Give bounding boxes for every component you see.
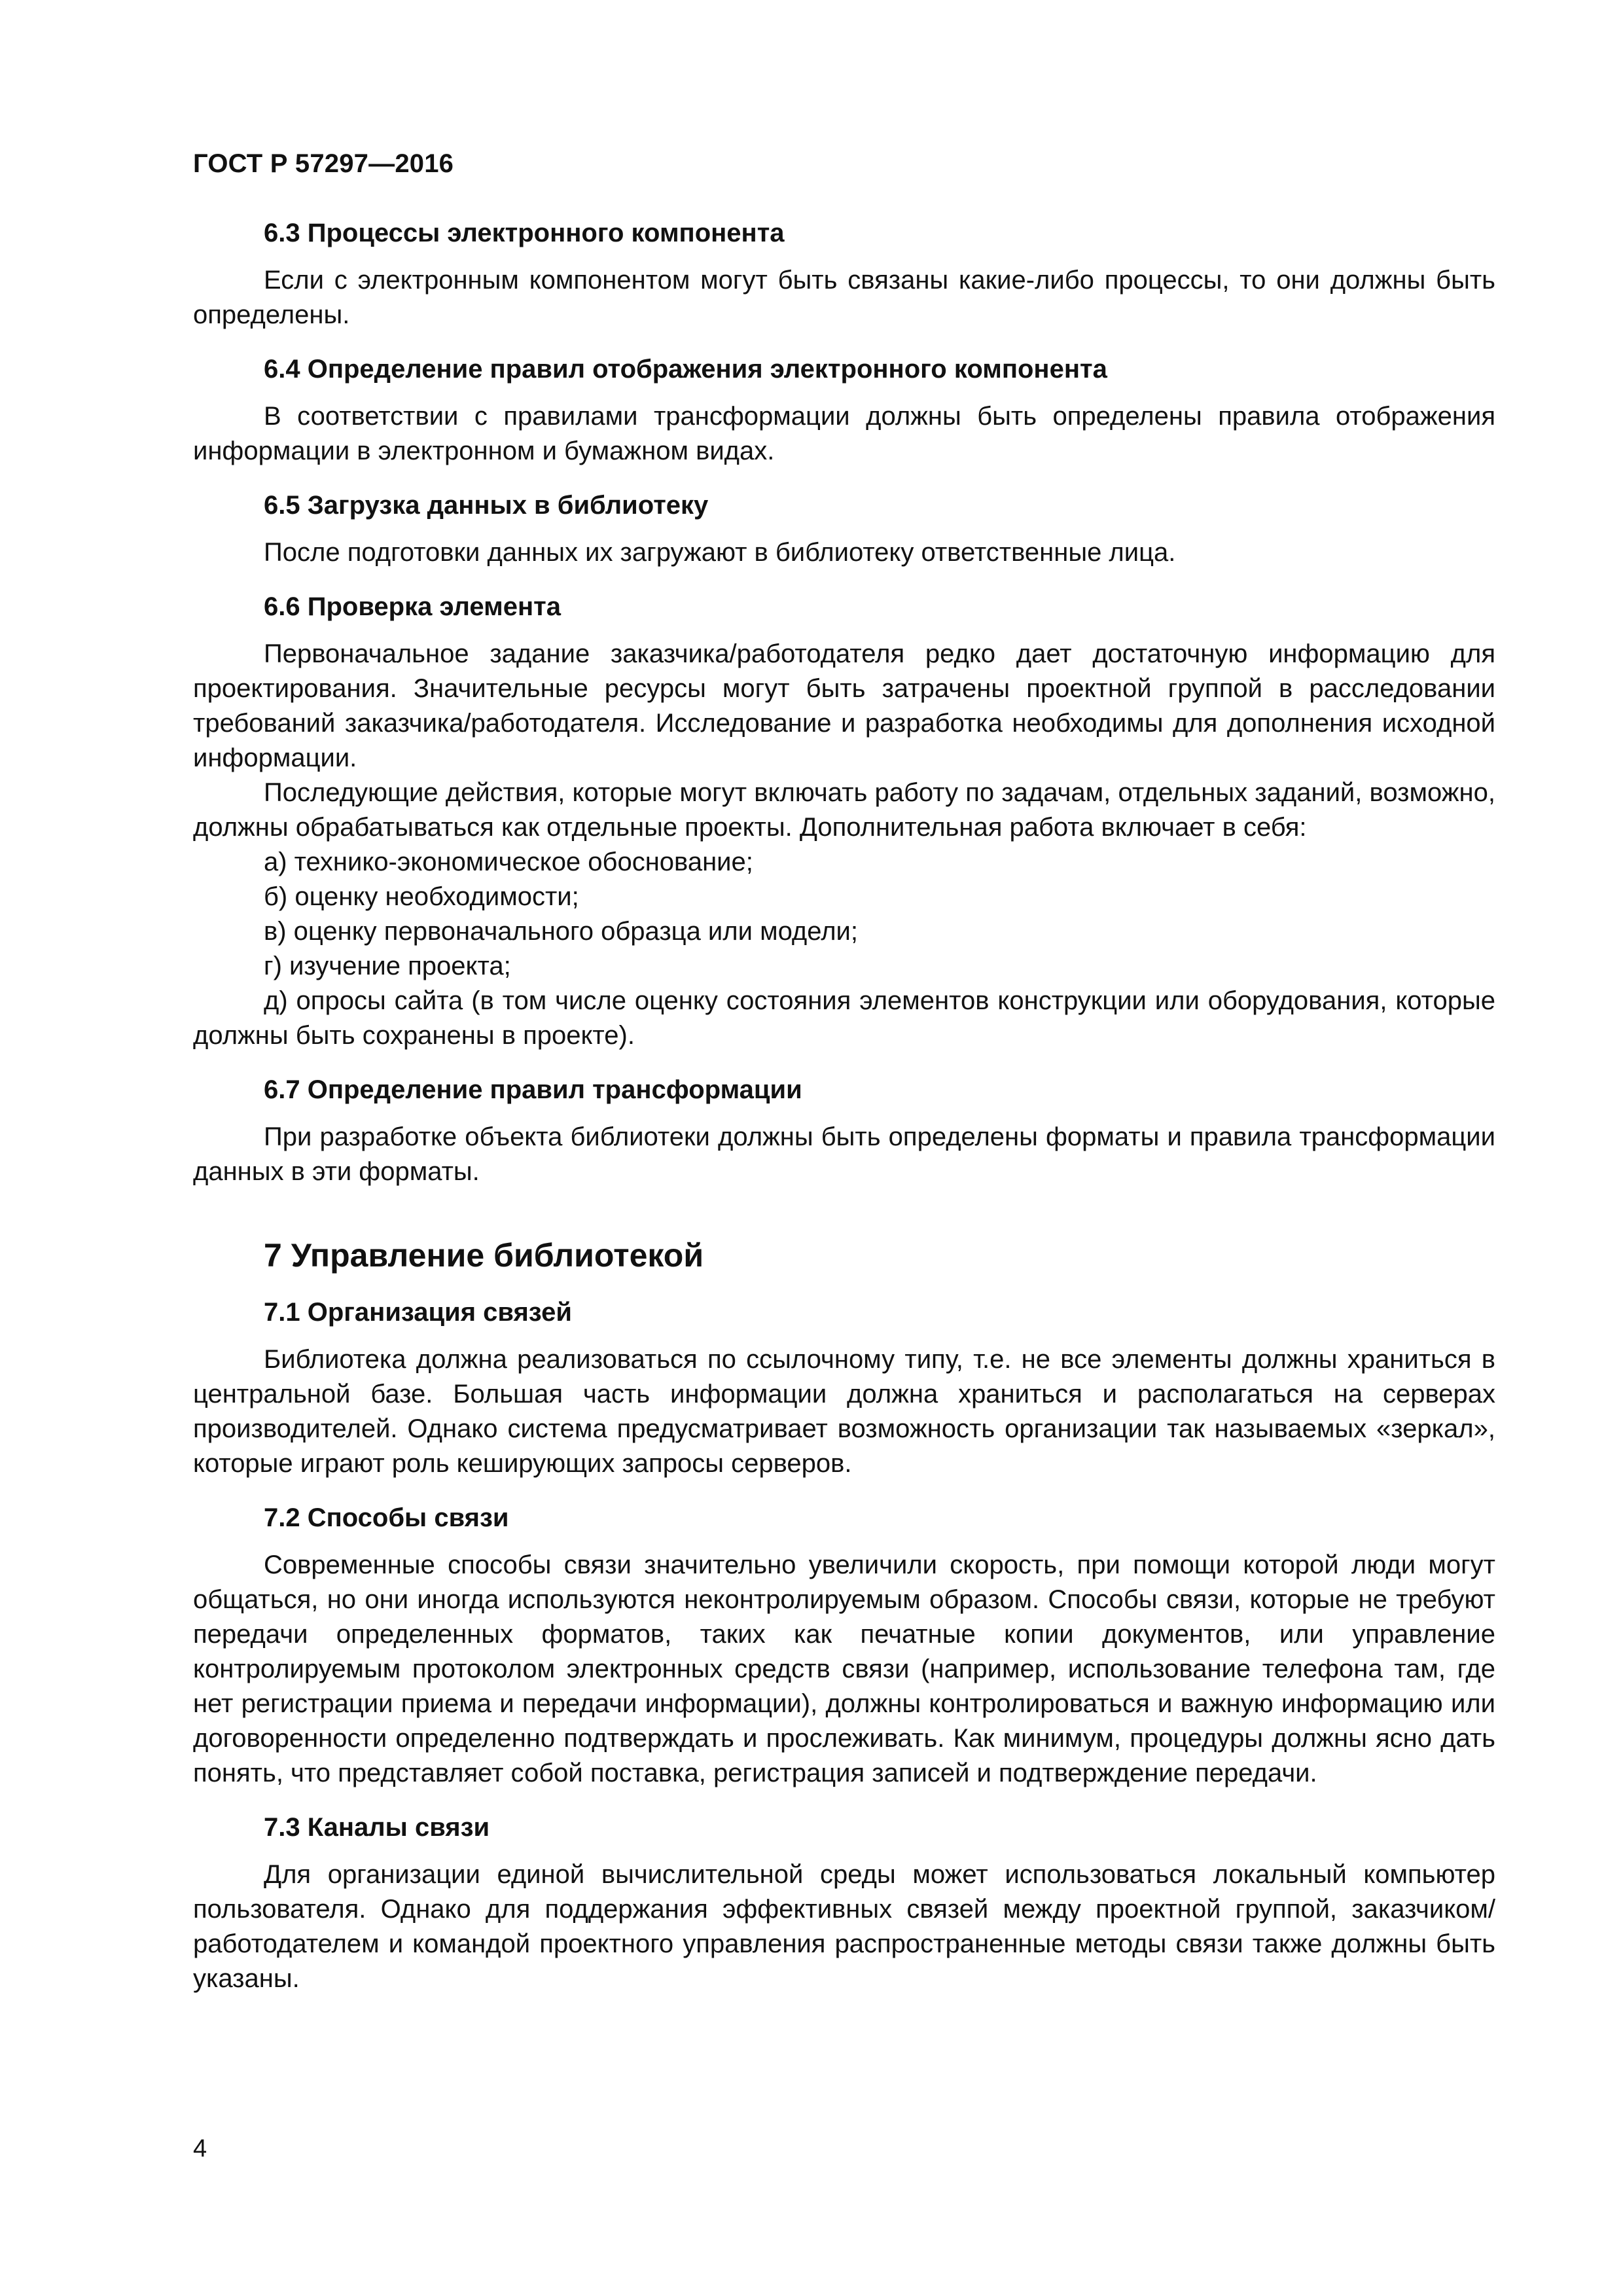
section-heading: 7 Управление библиотекой bbox=[264, 1237, 704, 1274]
list-item: д) опросы сайта (в том числе оценку состояния элементов конструкции или оборудования, которые должны быть сохранены в проекте). bbox=[193, 986, 1495, 1050]
paragraph: Последующие действия, которые могут включать работу по задачам, отдельных заданий, возможно, должны обрабатываться как отдельные проекты. Дополнительная работа включает в себя: bbox=[193, 778, 1495, 842]
paragraph: Библиотека должна реализоваться по ссылочному типу, т.е. не все элементы должны храниться в центральной базе. Большая часть информации должна храниться и располагаться на серверах производителей. Однако система предусматривает возможность организации так называемых «зеркал», которые играют роль кеширующих запросы серверов. bbox=[193, 1345, 1495, 1478]
subsection-7-3 bbox=[193, 1810, 1495, 1996]
page-number: 4 bbox=[193, 2135, 207, 2162]
subsection-7-2 bbox=[193, 1501, 1495, 1791]
list-item: б) оценку необходимости; bbox=[264, 882, 579, 911]
subsection-heading: 6.4 Определение правил отображения электронного компонента bbox=[264, 355, 1107, 384]
page-content bbox=[193, 216, 1495, 2016]
paragraph: После подготовки данных их загружают в библиотеку ответственные лица. bbox=[264, 538, 1176, 567]
list-item: г) изучение проекта; bbox=[264, 952, 511, 980]
subsection-6-5 bbox=[193, 488, 1495, 570]
paragraph: В соответствии с правилами трансформации должны быть определены правила отображения информации в электронном и бумажном видах. bbox=[193, 402, 1495, 465]
list-item: а) технико-экономическое обоснование; bbox=[264, 848, 753, 876]
paragraph: Для организации единой вычислительной среды может использоваться локальный компьютер пользователя. Однако для поддержания эффективных связей между проектной группой, заказчиком/работодателем и командой проектного управления распространенные методы связи также должны быть указаны. bbox=[193, 1860, 1495, 1993]
paragraph: Если с электронным компонентом могут быть связаны какие-либо процессы, то они должны быть определены. bbox=[193, 266, 1495, 329]
subsection-heading: 7.2 Способы связи bbox=[264, 1503, 509, 1532]
subsection-heading: 6.6 Проверка элемента bbox=[264, 592, 561, 621]
subsection-heading: 6.3 Процессы электронного компонента bbox=[264, 219, 785, 247]
subsection-heading: 7.1 Организация связей bbox=[264, 1298, 572, 1327]
running-header: ГОСТ Р 57297—2016 bbox=[193, 149, 454, 178]
paragraph: Современные способы связи значительно увеличили скорость, при помощи которой люди могут общаться, но они иногда используются неконтролируемым образом. Способы связи, которые не требуют передачи определенных форматов, таких как печатные копии документов, или управление контролируемым протоколом электронных средств связи (например, использование телефона там, где нет регистрации приема и передачи информации), должны контролироваться и важную информацию или договоренности определенно подтверждать и прослеживать. Как минимум, процедуры должны ясно дать понять, что представляет собой поставка, регистрация записей и подтверждение передачи. bbox=[193, 1551, 1495, 1787]
subsection-heading: 7.3 Каналы связи bbox=[264, 1813, 490, 1842]
subsection-6-3 bbox=[193, 216, 1495, 332]
subsection-7-1 bbox=[193, 1295, 1495, 1481]
work-list bbox=[193, 845, 1495, 1053]
subsection-6-7 bbox=[193, 1073, 1495, 1189]
paragraph: Первоначальное задание заказчика/работодателя редко дает достаточную информацию для проектирования. Значительные ресурсы могут быть затрачены проектной группой в расследовании требований заказчика/работодателя. Исследование и разработка необходимы для дополнения исходной информации. bbox=[193, 639, 1495, 772]
subsection-6-6 bbox=[193, 590, 1495, 1053]
list-item: в) оценку первоначального образца или модели; bbox=[264, 917, 858, 946]
subsection-6-4 bbox=[193, 352, 1495, 469]
subsection-heading: 6.7 Определение правил трансформации bbox=[264, 1075, 802, 1104]
subsection-heading: 6.5 Загрузка данных в библиотеку bbox=[264, 491, 709, 520]
paragraph: При разработке объекта библиотеки должны быть определены форматы и правила трансформации данных в эти форматы. bbox=[193, 1122, 1495, 1186]
